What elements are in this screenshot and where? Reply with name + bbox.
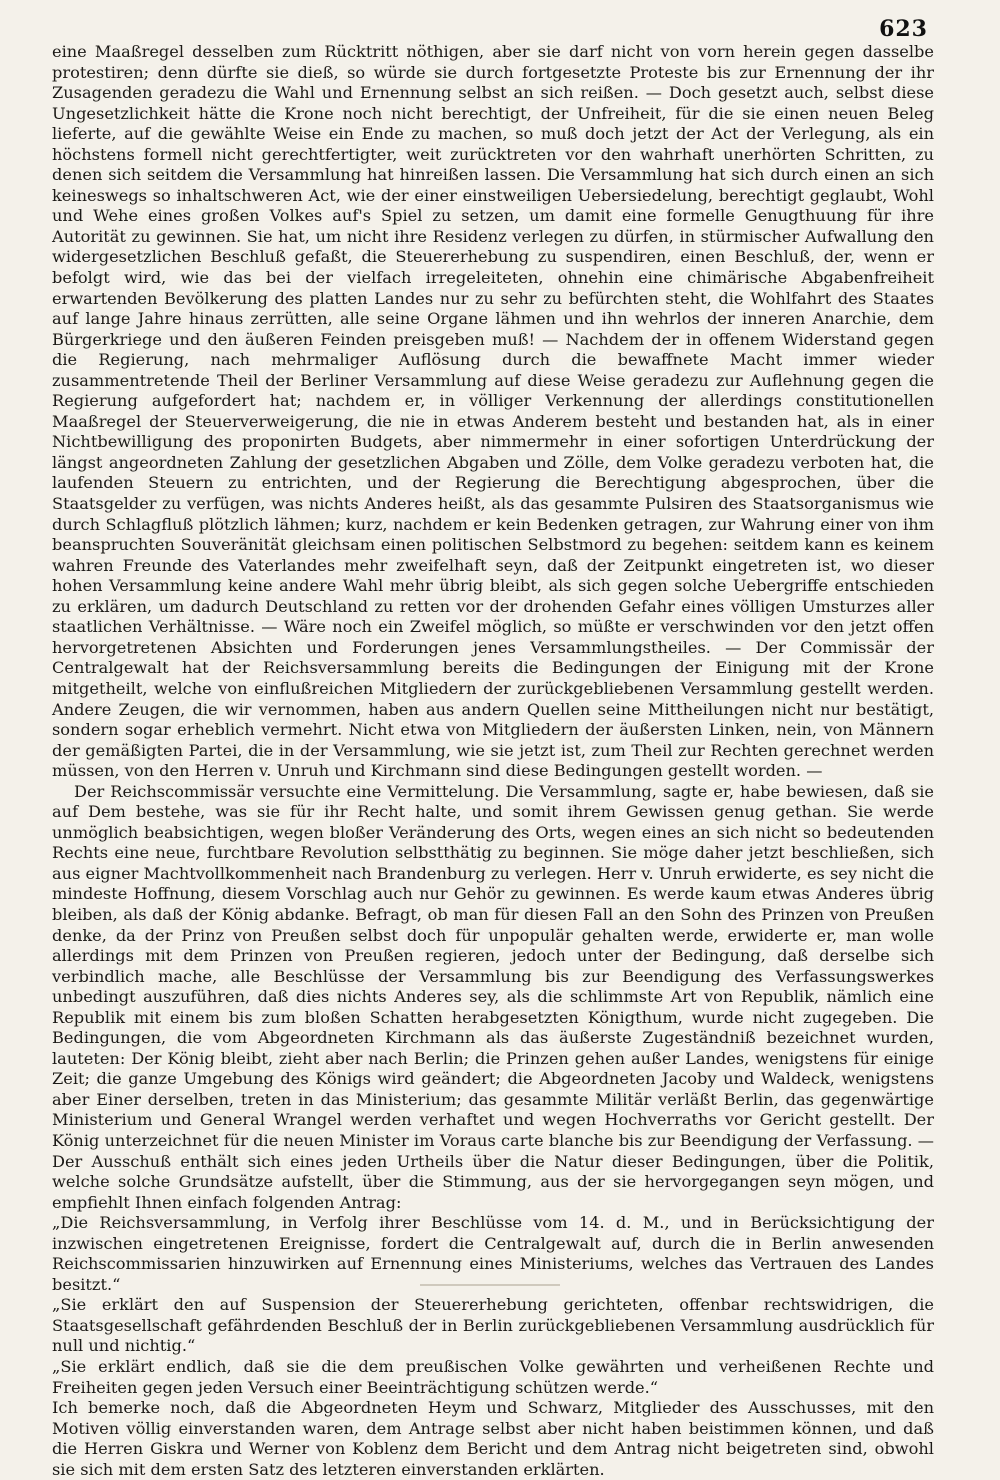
paragraph-1: eine Maaßregel desselben zum Rücktritt nöthigen, aber sie darf nicht von vorn herein gegen dasselbe protestiren; denn dürfte sie dieß, so würde sie durch fortgesetzte Proteste bis zur Ernennung der ihr Zusagenden geradezu die Wahl und Ernennung selbst an sich reißen. — Doch gesetzt auch, selbst diese Ungesetzlichkeit hätte die Krone noch nicht berechtigt, der Unfreiheit, für die sie einen neuen Beleg lieferte, auf die gewählte Weise ein Ende zu machen, so muß doch jetzt der Act der Verlegung, als ein höchstens formell nicht gerechtfertigter, weit zurücktreten vor den wahrhaft unerhörten Schritten, zu denen sich seitdem die Versammlung hat hinreißen lassen. Die Versammlung hat sich durch einen an sich keineswegs so inhaltschweren Act, wie der einer einstweiligen Uebersiedelung, berechtigt geglaubt, Wohl und Wehe eines großen Volkes auf's Spiel zu setzen, um damit eine formelle Genugthuung für ihre Autorität zu gewinnen. Sie hat, um nicht ihre Residenz verlegen zu dürfen, in stürmischer Aufwallung den widergesetzlichen Beschluß gefaßt, die Steuererhebung zu suspendiren, einen Beschluß, der, wenn er befolgt wird, wie das bei der vielfach irregeleiteten, ohnehin eine chimärische Abgabenfreiheit erwartenden Bevölkerung des platten Landes nur zu sehr zu befürchten steht, die Wohlfahrt des Staates auf lange Jahre hinaus zerrütten, alle seine Organe lähmen und ihn wehrlos der inneren Anarchie, dem Bürgerkriege und den äußeren Feinden preisgeben muß! — Nachdem der in offenem Widerstand gegen die Regierung, nach mehrmaliger Auflösung durch die bewaffnete Macht immer wieder zusammentretende Theil der Berliner Versammlung auf diese Weise geradezu zur Auflehnung gegen die Regierung aufgefordert hat; nachdem er, in völliger Verkennung der allerdings constitutionellen Maaßregel der Steuerverweigerung, die nie in etwas Anderem besteht und bestanden hat, als in einer Nichtbewilligung des proponirten Budgets, aber nimmermehr in einer sofortigen Unterdrückung der längst angeordneten Zahlung der gesetzlichen Abgaben und Zölle, dem Volke geradezu verboten hat, die laufenden Steuern zu entrichten, und der Regierung die Berechtigung abgesprochen, über die Staatsgelder zu verfügen, was nichts Anderes heißt, als das gesammte Pulsiren des Staatsorganismus wie durch Schlagfluß plötzlich lähmen; kurz, nachdem er kein Bedenken getragen, zur Wahrung einer von ihm beanspruchten Souveränität gleichsam einen politischen Selbstmord zu begehen: seitdem kann es keinem wahren Freunde des Vaterlandes mehr zweifelhaft seyn, daß der Zeitpunkt eingetreten ist, wo dieser hohen Versammlung keine andere Wahl mehr übrig bleibt, als sich gegen solche Uebergriffe entschieden zu erklären, um dadurch Deutschland zu retten vor der drohenden Gefahr eines völligen Umsturzes aller staatlichen Verhältnisse. — Wäre noch ein Zweifel möglich, so müßte er verschwinden vor den jetzt offen hervorgetretenen Absichten und Forderungen jenes Versammlungstheiles. — Der Commissär der Centralgewalt hat der Reichsversammlung bereits die Bedingungen der Einigung mit der Krone mitgetheilt, welche von einflußreichen Mitgliedern der zurückgebliebenen Versammlung gestellt werden. Andere Zeugen, die wir vernommen, haben aus andern Quellen seine Mittheilungen nicht nur bestätigt, sondern sogar erheblich vermehrt. Nicht etwa von Mitgliedern der äußersten Linken, nein, von Männern der gemäßigten Partei, die in der Versammlung, wie sie jetzt ist, zum Theil zur Rechten gerechnet werden müssen, von den Herren v. Unruh und Kirchmann sind diese Bedingungen gestellt worden. — bbox=[52, 42, 934, 781]
page-body bbox=[52, 42, 934, 1480]
page-number: 623 bbox=[879, 16, 928, 42]
motion-quote-2: „Sie erklärt den auf Suspension der Steuererhebung gerichteten, offenbar rechtswidrigen, die Staatsgesellschaft gefährdenden Beschluß der in Berlin zurückgebliebenen Versammlung ausdrücklich für null und nichtig.“ bbox=[52, 1295, 934, 1356]
bleed-through-rule bbox=[420, 1284, 560, 1286]
closing-paragraph: Ich bemerke noch, daß die Abgeordneten Heym und Schwarz, Mitglieder des Ausschusses, mit den Motiven völlig einverstanden waren, dem Antrage selbst aber nicht haben beistimmen können, und daß die Herren Giskra und Werner von Koblenz dem Bericht und dem Antrag nicht beigetreten sind, obwohl sie sich mit dem ersten Satz des letzteren einverstanden erklärten. bbox=[52, 1398, 934, 1479]
motion-quote-3: „Sie erklärt endlich, daß sie die dem preußischen Volke gewährten und verheißenen Rechte und Freiheiten gegen jeden Versuch einer Beeinträchtigung schützen werde.“ bbox=[52, 1357, 934, 1397]
motion-quote-1: „Die Reichsversammlung, in Verfolg ihrer Beschlüsse vom 14. d. M., und in Berücksichtigung der inzwischen eingetretenen Ereignisse, fordert die Centralgewalt auf, durch die in Berlin anwesenden Reichscommissarien hinzuwirken auf Ernennung eines Ministeriums, welches das Vertrauen des Landes besitzt.“ bbox=[52, 1213, 934, 1294]
paragraph-2: Der Reichscommissär versuchte eine Vermittelung. Die Versammlung, sagte er, habe bewiesen, daß sie auf Dem bestehe, was sie für ihr Recht halte, und somit ihrem Gewissen genug gethan. Sie werde unmöglich beabsichtigen, wegen bloßer Veränderung des Orts, wegen eines an sich nicht so bedeutenden Rechts eine neue, furchtbare Revolution selbstthätig zu beginnen. Sie möge daher jetzt beschließen, sich aus eigner Machtvollkommenheit nach Brandenburg zu verlegen. Herr v. Unruh erwiderte, es sey nicht die mindeste Hoffnung, diesem Vorschlag auch nur Gehör zu gewinnen. Es werde kaum etwas Anderes übrig bleiben, als daß der König abdanke. Befragt, ob man für diesen Fall an den Sohn des Prinzen von Preußen denke, da der Prinz von Preußen selbst doch für unpopulär gehalten werde, erwiderte er, man wolle allerdings mit dem Prinzen von Preußen regieren, jedoch unter der Bedingung, daß derselbe sich verbindlich mache, alle Beschlüsse der Versammlung bis zur Beendigung des Verfassungswerkes unbedingt auszuführen, daß dies nichts Anderes sey, als die schlimmste Art von Republik, nämlich eine Republik mit einem bis zum bloßen Schatten herabgesetzten Königthum, wurde nicht zugegeben. Die Bedingungen, die vom Abgeordneten Kirchmann als das äußerste Zugeständniß bezeichnet wurden, lauteten: Der König bleibt, zieht aber nach Berlin; die Prinzen gehen außer Landes, wenigstens für einige Zeit; die ganze Umgebung des Königs wird geändert; die Abgeordneten Jacoby und Waldeck, wenigstens aber Einer derselben, treten in das Ministerium; das gesammte Militär verläßt Berlin, das gegenwärtige Ministerium und General Wrangel werden verhaftet und wegen Hochverraths vor Gericht gestellt. Der König unterzeichnet für die neuen Minister im Voraus carte blanche bis zur Beendigung der Verfassung. — Der Ausschuß enthält sich eines jeden Urtheils über die Natur dieser Bedingungen, über die Politik, welche solche Grundsätze aufstellt, über die Stimmung, aus der sie hervorgegangen seyn mögen, und empfiehlt Ihnen einfach folgenden Antrag: bbox=[52, 781, 935, 1212]
